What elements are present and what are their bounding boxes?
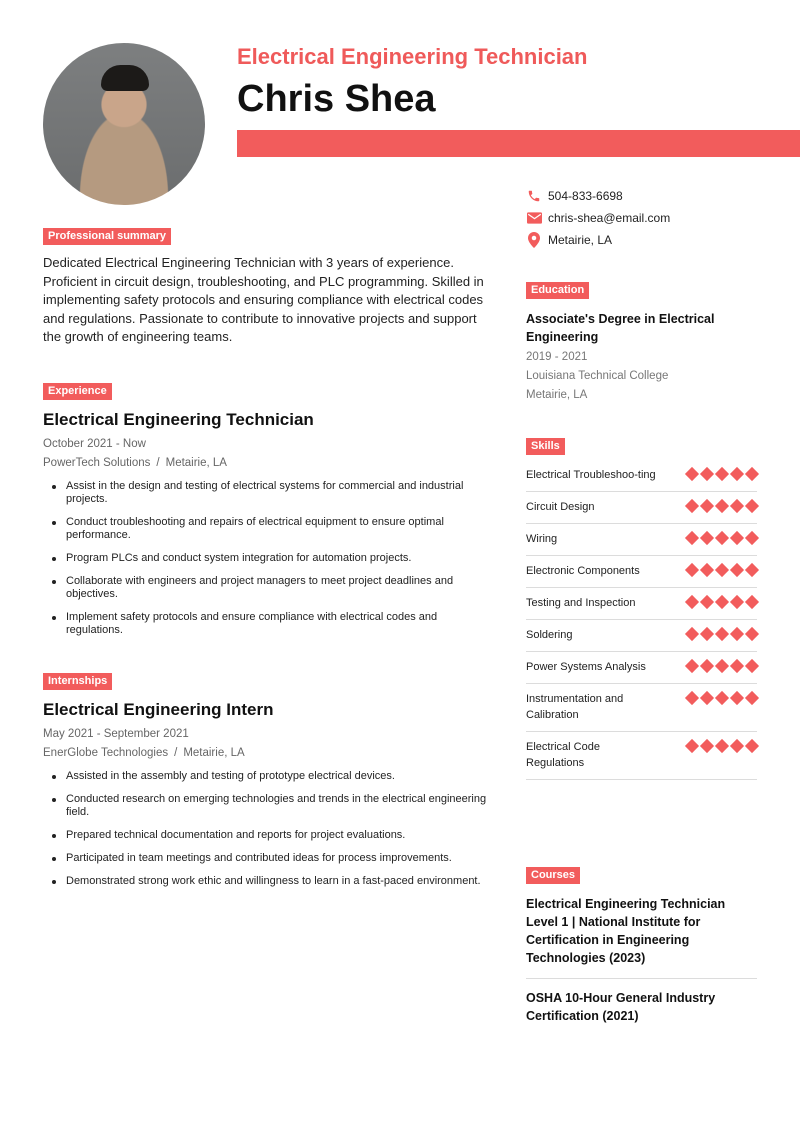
experience-job-title: Electrical Engineering Technician [43, 410, 314, 429]
experience-location: Metairie, LA [165, 457, 227, 469]
rating-diamond-icon [715, 563, 729, 577]
skill-rating [682, 659, 757, 671]
skill-name: Electronic Components [526, 565, 640, 577]
rating-diamond-icon [745, 739, 759, 753]
rating-diamond-icon [715, 627, 729, 641]
experience-bullets [43, 480, 493, 637]
rating-diamond-icon [730, 691, 744, 705]
skills-section [526, 436, 757, 780]
experience-section [43, 381, 493, 647]
list-item: Assist in the design and testing of electrical systems for commercial and industrial projects. [43, 480, 493, 506]
rating-diamond-icon [715, 739, 729, 753]
rating-diamond-icon [715, 499, 729, 513]
experience-company: PowerTech Solutions [43, 457, 151, 469]
skill-name: Electrical Code Regulations [526, 741, 600, 769]
list-item: Assisted in the assembly and testing of prototype electrical devices. [43, 770, 493, 783]
rating-diamond-icon [685, 691, 699, 705]
education-degree: Associate's Degree in Electrical Engineering [526, 312, 715, 344]
skill-row [526, 524, 757, 556]
rating-diamond-icon [685, 531, 699, 545]
courses-section [526, 865, 757, 1025]
contact-phone[interactable] [526, 185, 670, 207]
courses-heading: Courses [526, 867, 580, 884]
skill-rating [682, 531, 757, 543]
experience-company-line: PowerTech Solutions / Metairie, LA [43, 457, 227, 469]
skill-name: Instrumentation and Calibration [526, 693, 624, 721]
skill-row [526, 620, 757, 652]
rating-diamond-icon [685, 659, 699, 673]
rating-diamond-icon [715, 467, 729, 481]
summary-section [43, 226, 493, 347]
skill-row [526, 492, 757, 524]
rating-diamond-icon [730, 739, 744, 753]
experience-dates: October 2021 - Now [43, 438, 146, 450]
rating-diamond-icon [730, 531, 744, 545]
skill-row [526, 684, 757, 732]
phone-text: 504-833-6698 [548, 189, 623, 203]
skill-name: Wiring [526, 533, 558, 545]
rating-diamond-icon [730, 563, 744, 577]
rating-diamond-icon [730, 499, 744, 513]
rating-diamond-icon [700, 627, 714, 641]
rating-diamond-icon [685, 627, 699, 641]
skill-rating [682, 467, 757, 479]
photo-hair [101, 65, 149, 91]
rating-diamond-icon [715, 531, 729, 545]
skill-name: Power Systems Analysis [526, 661, 646, 673]
internship-bullets [43, 770, 493, 888]
rating-diamond-icon [685, 563, 699, 577]
course-item: Electrical Engineering Technician Level 1 | National Institute for Certification in Engineering Technologies (2023) [526, 897, 726, 965]
education-years: 2019 - 2021 [526, 351, 588, 363]
rating-diamond-icon [700, 499, 714, 513]
rating-diamond-icon [685, 595, 699, 609]
skill-rating [682, 563, 757, 575]
rating-diamond-icon [730, 595, 744, 609]
profile-photo [43, 43, 205, 205]
rating-diamond-icon [745, 691, 759, 705]
skill-row [526, 588, 757, 620]
rating-diamond-icon [730, 627, 744, 641]
rating-diamond-icon [700, 739, 714, 753]
rating-diamond-icon [745, 499, 759, 513]
course-item: OSHA 10-Hour General Industry Certification (2021) [526, 991, 716, 1023]
skill-name: Soldering [526, 629, 573, 641]
email-text: chris-shea@email.com [548, 211, 671, 225]
skill-row [526, 556, 757, 588]
list-item: Program PLCs and conduct system integration for automation projects. [43, 552, 493, 565]
list-item: Participated in team meetings and contributed ideas for process improvements. [43, 852, 493, 865]
person-name: Chris Shea [237, 78, 436, 120]
rating-diamond-icon [745, 659, 759, 673]
location-pin-icon [526, 232, 542, 248]
skill-name: Electrical Troubleshoo-ting [526, 469, 656, 481]
contact-block [526, 185, 670, 251]
rating-diamond-icon [700, 467, 714, 481]
summary-text: Dedicated Electrical Engineering Technician with 3 years of experience. Proficient in circuit design, troubleshooting, and PLC programming. Skilled in implementing safety protocols and ensuring compliance with electrical codes and regulations. Passionate to contribute to innovative projects and support the growth of engineering teams. [43, 255, 484, 344]
internship-company: EnerGlobe Technologies [43, 747, 169, 759]
rating-diamond-icon [700, 563, 714, 577]
rating-diamond-icon [685, 467, 699, 481]
experience-heading: Experience [43, 383, 112, 400]
internship-company-line: EnerGlobe Technologies / Metairie, LA [43, 747, 245, 759]
rating-diamond-icon [745, 627, 759, 641]
skill-row [526, 732, 757, 780]
education-location: Metairie, LA [526, 389, 588, 401]
header-accent-bar [237, 130, 800, 157]
course-divider [526, 978, 757, 979]
internship-dates: May 2021 - September 2021 [43, 728, 189, 740]
skill-name: Testing and Inspection [526, 597, 636, 609]
phone-icon [526, 188, 542, 204]
list-item: Implement safety protocols and ensure compliance with electrical codes and regulations. [43, 611, 493, 637]
internships-section [43, 671, 493, 898]
rating-diamond-icon [700, 691, 714, 705]
job-title: Electrical Engineering Technician [237, 44, 588, 69]
skill-rating [682, 739, 757, 751]
education-section [526, 280, 757, 405]
rating-diamond-icon [685, 499, 699, 513]
location-text: Metairie, LA [548, 233, 613, 247]
education-school: Louisiana Technical College [526, 370, 669, 382]
skills-list [526, 460, 757, 780]
skill-rating [682, 691, 757, 703]
education-heading: Education [526, 282, 589, 299]
skill-name: Circuit Design [526, 501, 595, 513]
rating-diamond-icon [745, 563, 759, 577]
list-item: Collaborate with engineers and project managers to meet project deadlines and objectives. [43, 575, 493, 601]
rating-diamond-icon [730, 659, 744, 673]
internship-title: Electrical Engineering Intern [43, 700, 274, 719]
rating-diamond-icon [745, 467, 759, 481]
list-item: Conduct troubleshooting and repairs of electrical equipment to ensure optimal performance. [43, 516, 493, 542]
rating-diamond-icon [745, 531, 759, 545]
contact-email[interactable] [526, 207, 670, 229]
skill-rating [682, 499, 757, 511]
rating-diamond-icon [715, 595, 729, 609]
internships-heading: Internships [43, 673, 112, 690]
rating-diamond-icon [700, 595, 714, 609]
internship-location: Metairie, LA [183, 747, 245, 759]
rating-diamond-icon [745, 595, 759, 609]
list-item: Demonstrated strong work ethic and willingness to learn in a fast-paced environment. [43, 875, 493, 888]
rating-diamond-icon [700, 659, 714, 673]
skill-row [526, 460, 757, 492]
list-item: Prepared technical documentation and reports for project evaluations. [43, 829, 493, 842]
contact-location [526, 229, 670, 251]
email-icon [526, 210, 542, 226]
skills-heading: Skills [526, 438, 565, 455]
rating-diamond-icon [700, 531, 714, 545]
list-item: Conducted research on emerging technologies and trends in the electrical engineering field. [43, 793, 493, 819]
skill-rating [682, 627, 757, 639]
skill-row [526, 652, 757, 684]
skill-rating [682, 595, 757, 607]
rating-diamond-icon [715, 659, 729, 673]
rating-diamond-icon [715, 691, 729, 705]
rating-diamond-icon [685, 739, 699, 753]
rating-diamond-icon [730, 467, 744, 481]
summary-heading: Professional summary [43, 228, 171, 245]
